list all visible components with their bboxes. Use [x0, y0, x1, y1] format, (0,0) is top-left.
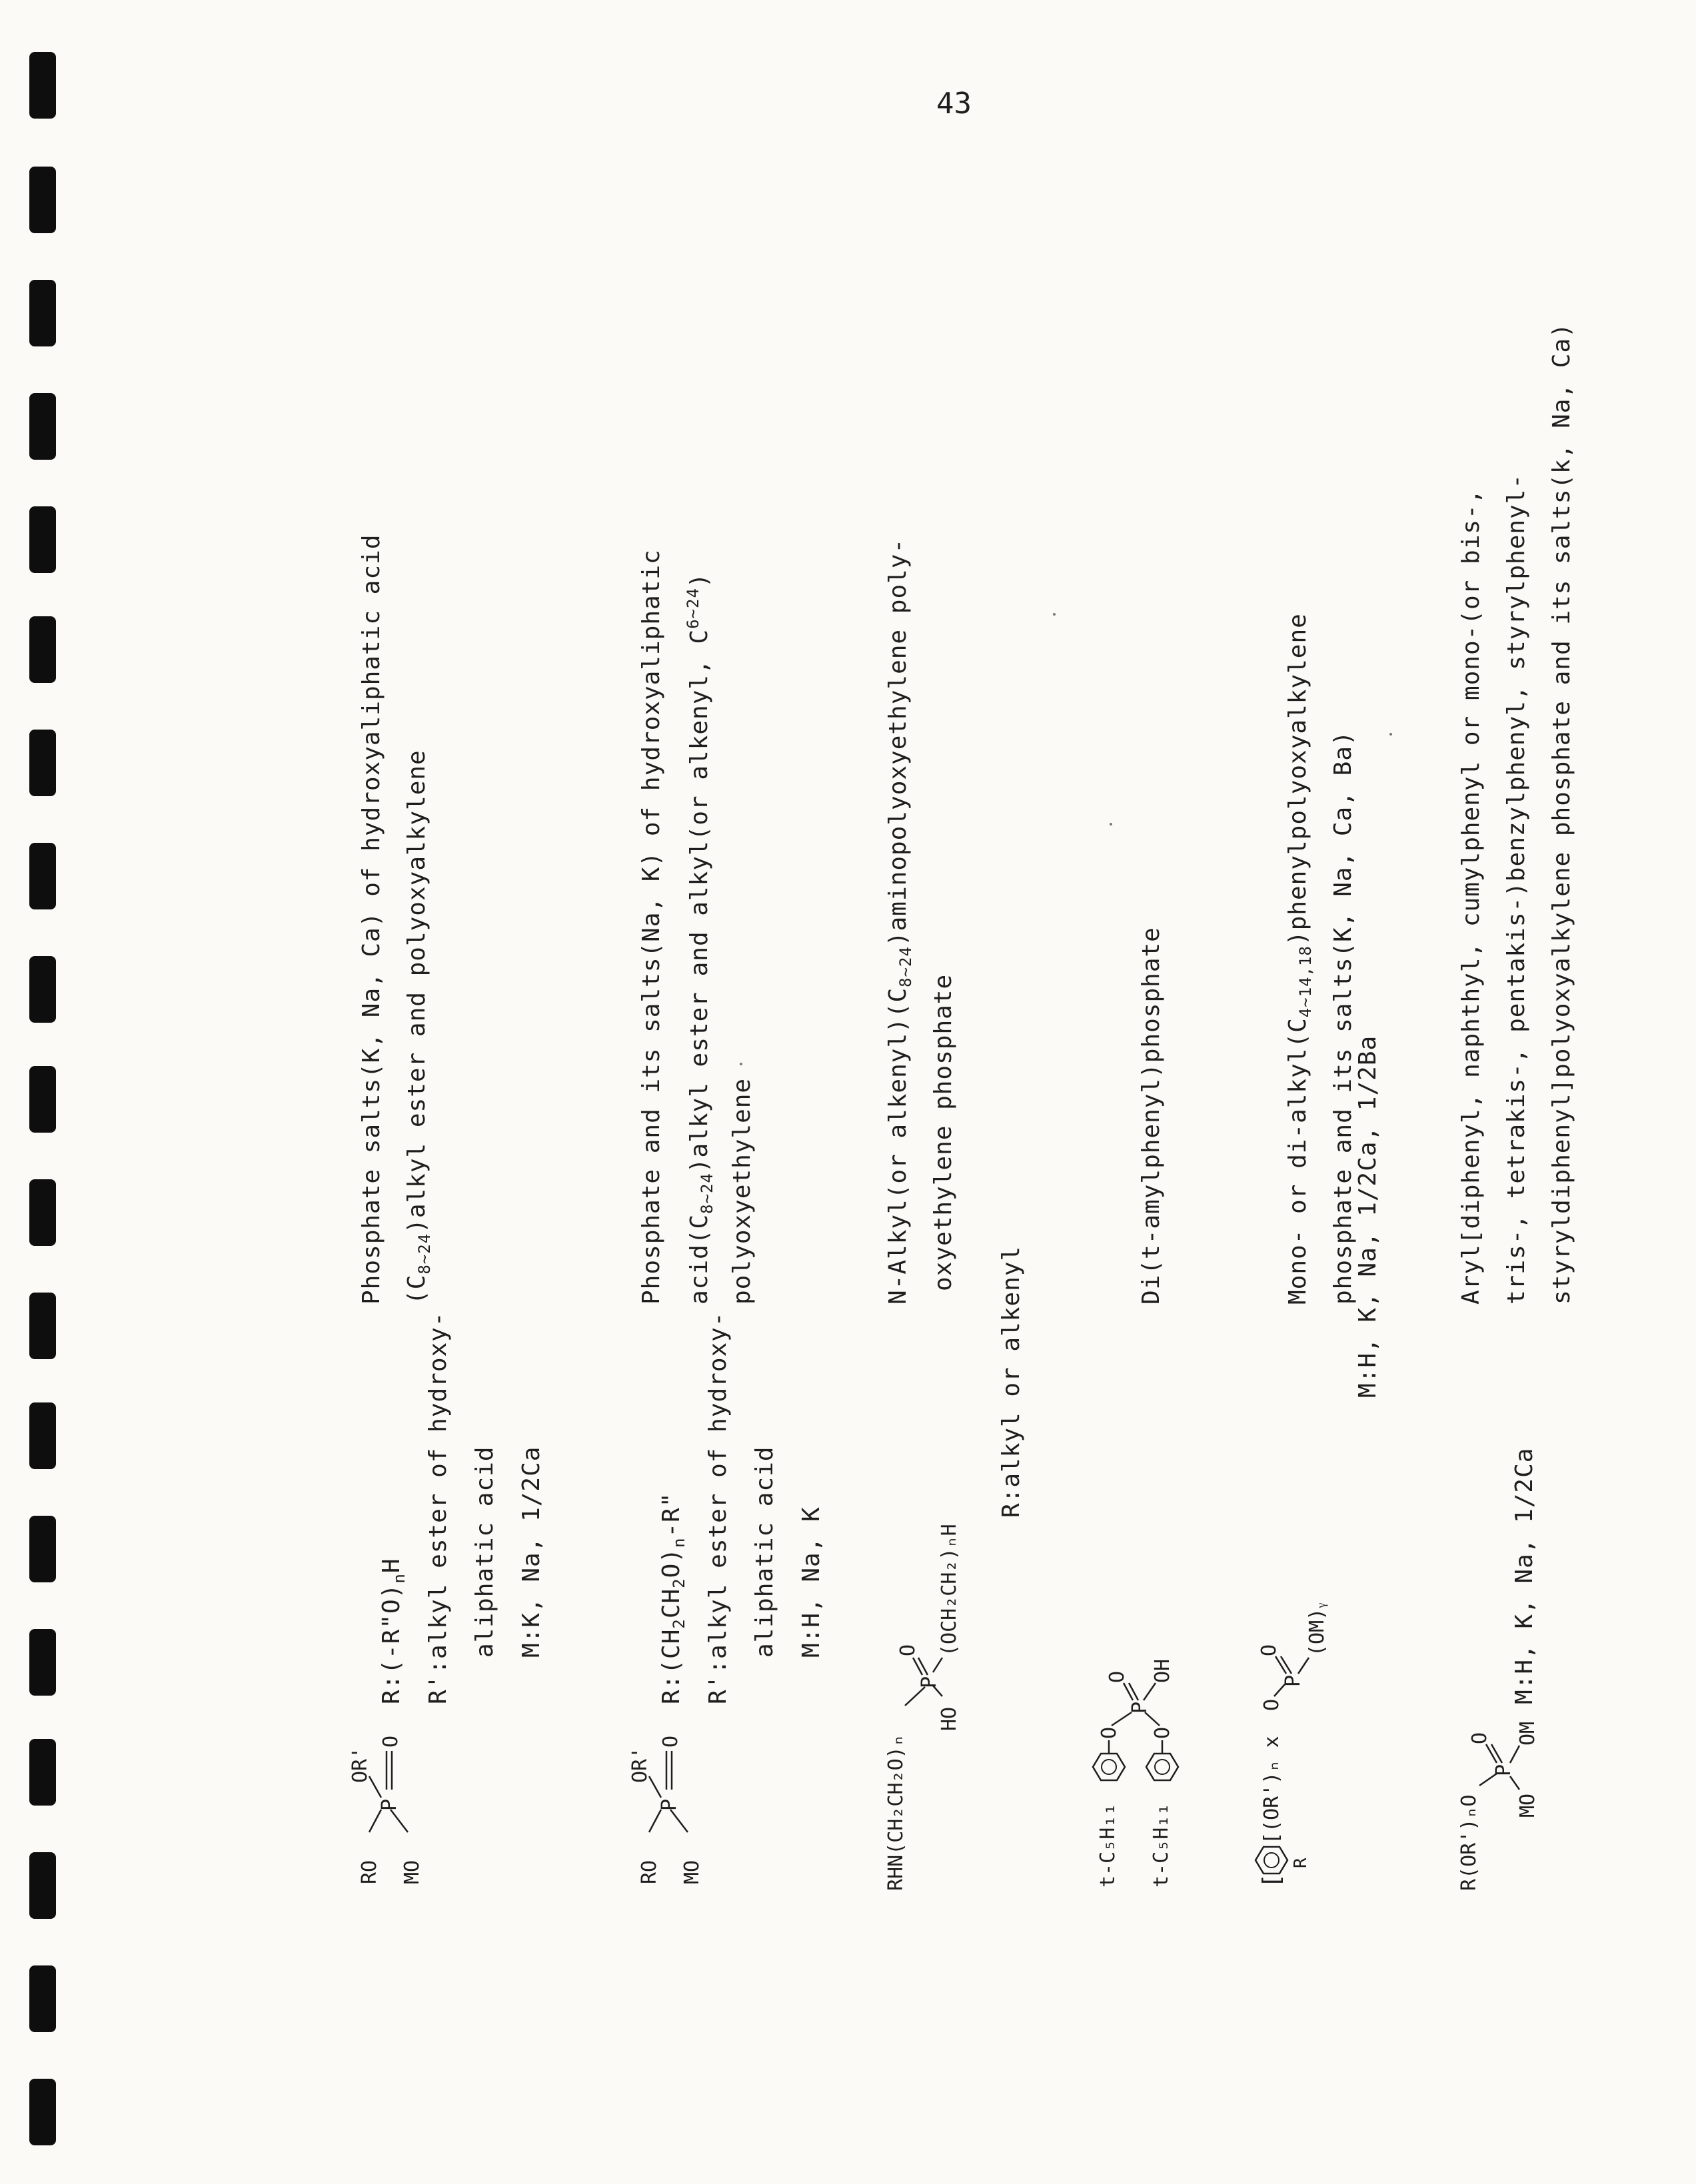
- description-line: styryldiphenyl]polyoxyalkylene phosphate and its salts(k, Na, Ca): [1548, 322, 1575, 1305]
- t-amyl-label-top: t-C₅H₁₁: [1096, 1803, 1120, 1888]
- p-label: P: [1281, 1674, 1305, 1687]
- oxyalkylene-label: [(OR')ₙ x: [1260, 1736, 1283, 1844]
- oh-label: OH: [1151, 1658, 1174, 1683]
- double-bond-o-label: O: [1106, 1670, 1129, 1683]
- definition-line: R:alkyl or alkenyl: [998, 1245, 1025, 1518]
- alkylphenyl-polyoxyalkylene-phosphate-structure: [1240, 1491, 1346, 1891]
- aminophosphate-structure: [886, 1504, 986, 1758]
- definition-line: M:H, K, Na, 1/2Ca: [1511, 1447, 1538, 1704]
- definition-line: R':alkyl ester of hydroxy-: [704, 1311, 732, 1704]
- structure-main-text: R(OR')ₙO: [1457, 1794, 1481, 1891]
- definition-line: aliphatic acid: [751, 1446, 778, 1658]
- p-label: P: [918, 1676, 941, 1688]
- description-line: Phosphate and its salts(Na, K) of hydroxyaliphatic: [638, 549, 665, 1305]
- diamylphenyl-phosphate-structure: [1080, 1518, 1200, 1891]
- ester-o-top: O: [1098, 1726, 1121, 1739]
- description-line: $(C_{8\sim 24})alkyl$ ester and polyoxyalkylene: [403, 750, 434, 1305]
- description-line: Aryl[diphenyl, naphthyl, cumylphenyl or mono-(or bis-,: [1457, 488, 1485, 1305]
- description-line: oxyethylene phosphate: [930, 973, 957, 1291]
- or-label: OR': [628, 1746, 652, 1783]
- t-amyl-label-bottom: t-C₅H₁₁: [1150, 1803, 1173, 1888]
- right-group-label: (OCH₂CH₂)ₙH: [938, 1524, 961, 1656]
- definition-line: $R:(CH_2CH_2O)_n-R$": [658, 1492, 689, 1704]
- definition-line: R':alkyl ester of hydroxy-: [424, 1311, 452, 1704]
- definition-line: M:H, Na, K: [798, 1506, 825, 1658]
- definition-line: M:H, K, Na, 1/2Ca, 1/2Ba: [1354, 1035, 1381, 1398]
- definition-line: M:K, Na, 1/2Ca: [518, 1446, 545, 1658]
- double-bond-o-label: O: [1468, 1732, 1491, 1744]
- structure-main-text: RHN(CH₂CH₂O)ₙ: [884, 1734, 908, 1891]
- description-line: phosphate and its salts(K, Na, Ca, Ba): [1329, 730, 1357, 1305]
- description-line: polyoxyethylene: [728, 1077, 756, 1305]
- p-label: P: [1492, 1764, 1515, 1776]
- definition-line: $R:(-R"O)_nH$: [378, 1558, 409, 1704]
- double-bond-o-label: O: [1258, 1644, 1281, 1656]
- o-label: O: [896, 1644, 920, 1656]
- or-label: OR': [349, 1746, 372, 1783]
- ro-label: RO: [638, 1860, 661, 1884]
- p-label: P: [378, 1798, 401, 1811]
- page-number: 43: [936, 87, 972, 121]
- description-line: Di(t-amylphenyl)phosphate: [1138, 927, 1165, 1305]
- ester-o-bottom: O: [1151, 1726, 1174, 1739]
- o-label: O: [659, 1735, 682, 1748]
- bridging-o-label: O: [1260, 1698, 1283, 1711]
- description-line: N-Alkyl(or $alkenyl)(C_{8\sim 24})aminopolyoxyethylene$ poly-: [884, 538, 916, 1305]
- o-label: O: [379, 1735, 403, 1748]
- definition-line: aliphatic acid: [471, 1446, 498, 1658]
- r-substituent-label: R: [1291, 1858, 1311, 1868]
- mo-label: MO: [680, 1860, 704, 1884]
- description-line: tris-, tetrakis-, pentakis-)benzylphenyl, styrylphenyl-: [1503, 473, 1530, 1305]
- ro-label: RO: [358, 1860, 381, 1884]
- p-label: P: [658, 1798, 681, 1811]
- description-line: Mono- or $di-alkyl(C_{4\sim 14,18})phenylpolyoxyalkylene$: [1284, 613, 1315, 1305]
- om-label: (OM)ᵧ: [1305, 1602, 1329, 1656]
- phosphate-structure-1: [307, 1678, 426, 1891]
- description-line: $acid(C_{8\sim 24})alkyl$ ester and alkyl(or alkenyl, $C^{6\sim 24}$): [684, 572, 717, 1305]
- description-line: Phosphate salts(K, Na, Ca) of hydroxyaliphatic acid: [358, 534, 385, 1305]
- phosphate-structure-2: [586, 1678, 706, 1891]
- bracket: [: [1258, 1874, 1285, 1888]
- p-label: P: [1128, 1701, 1152, 1714]
- mo-label: MO: [401, 1860, 424, 1884]
- ho-label: HO: [938, 1706, 961, 1731]
- om-label: OM: [1516, 1721, 1539, 1746]
- mo-label: MO: [1516, 1793, 1539, 1818]
